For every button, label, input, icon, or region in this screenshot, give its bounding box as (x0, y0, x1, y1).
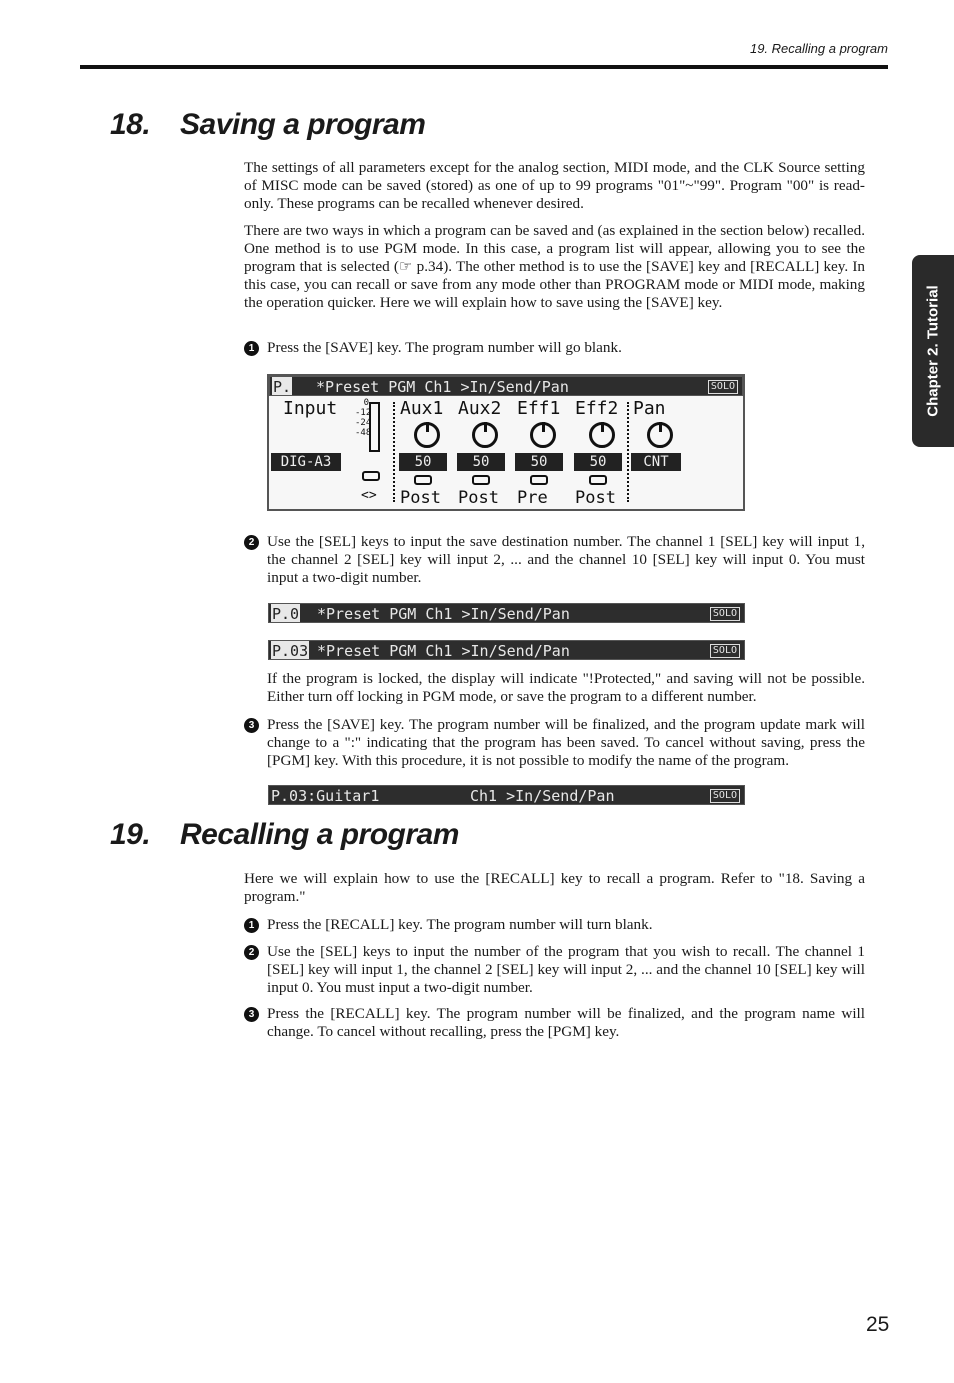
meter-scale-12: -12 (355, 408, 372, 418)
column-aux2: Aux2 (458, 398, 502, 419)
step-1-marker: 1 (244, 341, 259, 356)
aux2-knob-icon (472, 422, 498, 448)
lcd-strip-1-solo: SOLO (710, 607, 740, 621)
page-number: 25 (866, 1313, 890, 1336)
eff1-value: 50 (515, 453, 563, 471)
eff2-send-icon (589, 475, 607, 485)
input-source-box: DIG-A3 (271, 453, 341, 471)
lcd-strip-entry-1 (268, 603, 745, 623)
eff2-knob-icon (589, 422, 615, 448)
section-18-step-2: Use the [SEL] keys to input the save destination number. The channel 1 [SEL] key will input 1, the channel 2 [SEL] key will input 2, ... and the channel 10 [SEL] key will input 0. You must input a two-digit number. (267, 533, 865, 586)
section-19-step-2: Use the [SEL] keys to input the number of the program that you wish to recall. The channel 1 [SEL] key will input 1, the channel 2 [SEL] key will input 2, ... and the channel 10 [SEL] key will input 0. You must input a two-digit number. (267, 943, 865, 996)
column-eff2: Eff2 (575, 398, 619, 419)
step-3-marker: 3 (244, 718, 259, 733)
lcd-strip-1-program: P.0 (272, 605, 300, 623)
aux1-value: 50 (399, 453, 447, 471)
lcd-meter-scale (355, 398, 372, 438)
section-18-title: Saving a program (180, 108, 426, 141)
chapter-tab-label: Chapter 2. Tutorial (924, 285, 942, 417)
eff1-send-icon (530, 475, 548, 485)
aux1-knob-icon (414, 422, 440, 448)
meter-scale-0: 0 (363, 398, 369, 408)
lcd-strip-2-program: P.03 (272, 642, 309, 660)
lcd-strip-2-solo: SOLO (710, 644, 740, 658)
lcd-main-display (267, 374, 745, 511)
pan-knob-icon (647, 422, 673, 448)
aux2-value: 50 (457, 453, 505, 471)
lcd-strip-3-text: Ch1 >In/Send/Pan (470, 787, 615, 805)
aux1-position: Post (400, 488, 441, 508)
aux2-send-icon (472, 475, 490, 485)
chapter-tab (912, 255, 954, 447)
locked-note: If the program is locked, the display will indicate "!Protected," and saving will not be possible. Either turn off locking in PGM mode, or save the program to a different number. (267, 670, 865, 705)
lcd-program-number: P. (273, 378, 292, 396)
recall-step-1-marker: 1 (244, 918, 259, 933)
header-rule (80, 65, 888, 69)
eff1-position: Pre (517, 488, 548, 508)
section-19-step-1: Press the [RECALL] key. The program number will turn blank. (267, 916, 653, 933)
recall-step-3-marker: 3 (244, 1007, 259, 1022)
lcd-main-title-bar (269, 376, 743, 396)
lcd-divider-left (393, 402, 395, 502)
section-18-intro-2: There are two ways in which a program can be saved and (as explained in the section below) recalled. One method is to use PGM mode. In this case, a program list will appear, allowing you to see the program that is selected (☞ p.34). The other method is to use the [SAVE] key and [RECALL] key. In this case, you can recall or save from any mode other than PROGRAM mode or MIDI mode, making the operation quicker. Here we will explain how to save using the [SAVE] key. (244, 222, 865, 311)
lcd-strip-3-solo: SOLO (710, 789, 740, 803)
aux1-send-icon (414, 475, 432, 485)
recall-step-2-marker: 2 (244, 945, 259, 960)
section-19-step-3: Press the [RECALL] key. The program number will be finalized, and the program name will change. To cancel without recalling, press the [PGM] key. (267, 1005, 865, 1040)
eff2-position: Post (575, 488, 616, 508)
section-19-intro: Here we will explain how to use the [RECALL] key to recall a program. Refer to "18. Saving a program." (244, 870, 865, 905)
column-pan: Pan (633, 398, 666, 419)
section-18-heading (110, 108, 425, 142)
input-level-meter (369, 402, 380, 452)
section-19-heading (110, 818, 459, 852)
section-18-number: 18. (110, 108, 151, 141)
lcd-divider-right (627, 402, 629, 502)
running-head: 19. Recalling a program (749, 41, 888, 56)
section-18-intro-1: The settings of all parameters except for the analog section, MIDI mode, and the CLK Source setting of MISC mode can be saved (stored) as one of up to 99 programs "01"~"99". Program "00" is read-only. These programs can be recalled whenever desired. (244, 159, 865, 212)
input-send-icon (362, 471, 380, 481)
lcd-strip-1-text: *Preset PGM Ch1 >In/Send/Pan (317, 605, 570, 623)
lcd-title-text: *Preset PGM Ch1 >In/Send/Pan (316, 378, 569, 396)
lcd-strip-3-program: P.03:Guitar1 (271, 787, 380, 805)
step-2-marker: 2 (244, 535, 259, 550)
section-18-step-3: Press the [SAVE] key. The program number will be finalized, and the program update mark will change to a ":" indicating that the program has been saved. To cancel without saving, press the [PGM] key. With this procedure, it is not possible to modify the name of the program. (267, 716, 865, 769)
lcd-strip-saved (268, 785, 745, 805)
column-aux1: Aux1 (400, 398, 444, 419)
aux2-position: Post (458, 488, 499, 508)
lcd-input-label: Input (283, 398, 338, 419)
column-eff1: Eff1 (517, 398, 561, 419)
lcd-strip-2-text: *Preset PGM Ch1 >In/Send/Pan (317, 642, 570, 660)
section-18-step-1: Press the [SAVE] key. The program number will go blank. (267, 339, 622, 356)
section-19-number: 19. (110, 818, 151, 851)
input-link-icon: <> (361, 488, 377, 503)
meter-scale-24: -24 (355, 418, 372, 428)
section-19-title: Recalling a program (180, 818, 459, 851)
meter-scale-48: -48 (355, 428, 372, 438)
solo-indicator: SOLO (708, 380, 738, 394)
eff1-knob-icon (530, 422, 556, 448)
eff2-value: 50 (574, 453, 622, 471)
lcd-strip-entry-2 (268, 640, 745, 660)
pan-value: CNT (631, 453, 681, 471)
